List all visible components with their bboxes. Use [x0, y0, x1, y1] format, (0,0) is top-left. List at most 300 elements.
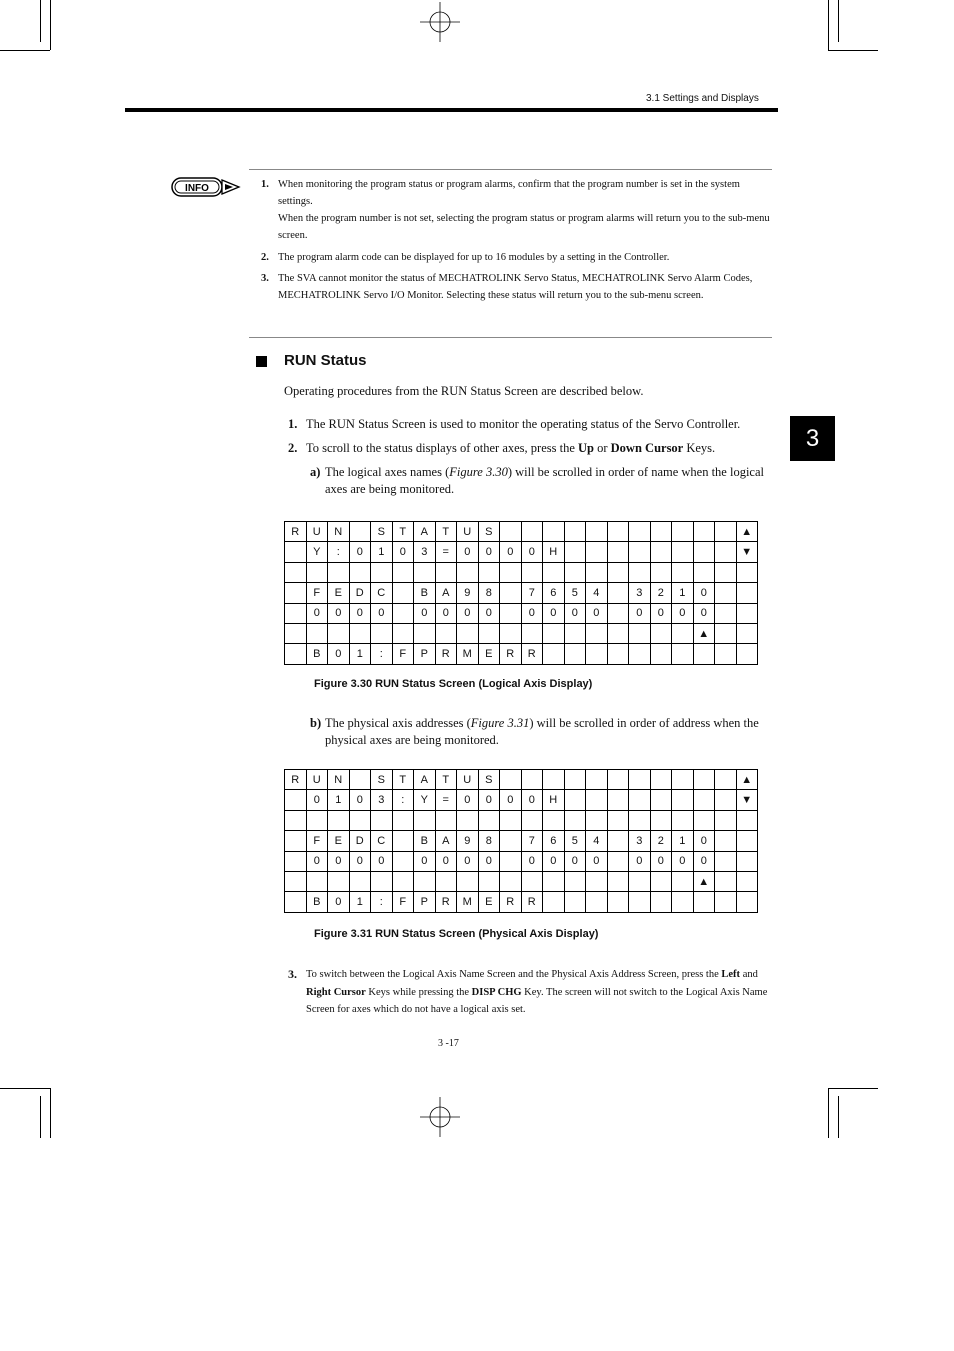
lcd-cell: 0 [349, 851, 371, 871]
lcd-cell [500, 583, 522, 603]
lcd-cell: S [371, 770, 393, 790]
lcd-cell [371, 562, 393, 582]
lcd-cell [457, 810, 479, 830]
lcd-cell [306, 623, 328, 643]
lcd-cell [629, 644, 651, 664]
lcd-cell [392, 583, 414, 603]
lcd-cell [392, 623, 414, 643]
lcd-cell [414, 623, 436, 643]
lcd-cell: D [349, 583, 371, 603]
lcd-row [285, 623, 758, 643]
lcd-cell [371, 871, 393, 891]
section-bullet [256, 356, 267, 367]
lcd-cell [607, 851, 629, 871]
lcd-cell [672, 892, 694, 912]
lcd-cell [285, 831, 307, 851]
figure-reference: Figure 3.30 [449, 465, 508, 479]
lcd-cell: 5 [564, 831, 586, 851]
lcd-cell: 1 [672, 831, 694, 851]
lcd-cell: 0 [672, 851, 694, 871]
lcd-cell: : [392, 790, 414, 810]
lcd-cell: 0 [478, 790, 500, 810]
lcd-cell: 2 [650, 831, 672, 851]
lcd-cell [629, 810, 651, 830]
lcd-cell: ▼ [736, 542, 758, 562]
lcd-cell [543, 871, 565, 891]
lcd-cell: A [435, 831, 457, 851]
lcd-cell: A [414, 522, 436, 542]
lcd-cell [715, 562, 737, 582]
lcd-cell [693, 522, 715, 542]
lcd-cell [500, 623, 522, 643]
lcd-cell: 0 [306, 603, 328, 623]
header-rule [125, 108, 778, 112]
lcd-cell [478, 810, 500, 830]
lcd-cell: 0 [371, 603, 393, 623]
lcd-cell: U [457, 770, 479, 790]
lcd-cell [693, 790, 715, 810]
lcd-cell: 0 [586, 603, 608, 623]
figure-caption-3-30: Figure 3.30 RUN Status Screen (Logical Axis Display) [314, 678, 593, 690]
lcd-cell [349, 871, 371, 891]
lcd-cell: 0 [521, 542, 543, 562]
lcd-cell [478, 871, 500, 891]
lcd-cell [457, 623, 479, 643]
lcd-cell [629, 623, 651, 643]
lcd-cell: 9 [457, 831, 479, 851]
lcd-cell [715, 522, 737, 542]
info-bottom-rule [249, 337, 772, 338]
lcd-cell [715, 644, 737, 664]
info-item-1b [261, 210, 771, 244]
lcd-cell: 0 [629, 851, 651, 871]
lcd-cell: 0 [457, 542, 479, 562]
lcd-cell [285, 603, 307, 623]
info-item-text: The SVA cannot monitor the status of MECHATROLINK Servo Status, MECHATROLINK Servo Alarm Codes, MECHATROLINK Servo I/O Monitor. Selecting these status will return you to the sub-menu screen. [278, 273, 753, 301]
lcd-cell [392, 603, 414, 623]
lcd-cell [736, 644, 758, 664]
key-up: Up [578, 441, 594, 455]
lcd-cell: ▲ [736, 770, 758, 790]
lcd-cell [392, 871, 414, 891]
step-text: To scroll to the status displays of other axes, press the Up or Down Cursor Keys. [306, 441, 716, 455]
lcd-cell [693, 810, 715, 830]
lcd-cell: 0 [435, 603, 457, 623]
lcd-cell [285, 851, 307, 871]
lcd-cell: 2 [650, 583, 672, 603]
lcd-cell: R [500, 644, 522, 664]
lcd-cell [650, 770, 672, 790]
substep-label: b) [310, 716, 322, 730]
lcd-cell [285, 562, 307, 582]
lcd-cell: T [435, 522, 457, 542]
lcd-cell [392, 851, 414, 871]
lcd-cell [693, 542, 715, 562]
lcd-cell [629, 770, 651, 790]
substep-a [310, 464, 778, 498]
lcd-cell [521, 810, 543, 830]
lcd-cell [543, 623, 565, 643]
substep-label: a) [310, 465, 321, 479]
step-text: To switch between the Logical Axis Name Screen and the Physical Axis Address Screen, press the Left and Right Cursor Keys while pressing the DISP CHG Key. The screen will not switch to the Logical Axis Name Screen for axes which do not have a logical axis set. [306, 969, 768, 1015]
key-right-cursor: Right Cursor [306, 986, 366, 998]
info-item-text: When monitoring the program status or program alarms, confirm that the program number is set in the system settings. [278, 179, 740, 207]
lcd-cell [715, 851, 737, 871]
lcd-cell [715, 892, 737, 912]
lcd-cell [414, 871, 436, 891]
substep-b [310, 715, 778, 749]
lcd-cell [564, 770, 586, 790]
lcd-cell [715, 623, 737, 643]
lcd-cell: U [306, 522, 328, 542]
lcd-cell [371, 810, 393, 830]
lcd-cell: A [414, 770, 436, 790]
lcd-cell [715, 871, 737, 891]
step-1 [288, 416, 778, 433]
lcd-cell [650, 522, 672, 542]
step-number: 3. [288, 967, 297, 981]
lcd-cell: 0 [521, 603, 543, 623]
lcd-cell: 7 [521, 831, 543, 851]
info-item-text: The program alarm code can be displayed for up to 16 modules by a setting in the Controller. [278, 252, 670, 263]
lcd-cell [650, 542, 672, 562]
lcd-cell [349, 770, 371, 790]
lcd-cell: N [328, 522, 350, 542]
lcd-cell [629, 562, 651, 582]
lcd-cell: U [457, 522, 479, 542]
lcd-cell: Y [306, 542, 328, 562]
lcd-cell [586, 892, 608, 912]
lcd-cell [414, 562, 436, 582]
lcd-cell [586, 810, 608, 830]
lcd-cell: D [349, 831, 371, 851]
lcd-cell [736, 583, 758, 603]
lcd-cell [736, 871, 758, 891]
lcd-cell [349, 623, 371, 643]
lcd-cell [672, 770, 694, 790]
lcd-cell [500, 770, 522, 790]
lcd-cell [392, 562, 414, 582]
lcd-cell [607, 644, 629, 664]
lcd-row [285, 831, 758, 851]
lcd-cell: 0 [693, 603, 715, 623]
info-item-number: 2. [261, 252, 269, 263]
lcd-cell [650, 810, 672, 830]
lcd-cell [564, 810, 586, 830]
lcd-cell: 0 [392, 542, 414, 562]
lcd-cell: M [457, 892, 479, 912]
lcd-cell [607, 770, 629, 790]
lcd-cell [715, 790, 737, 810]
lcd-cell [564, 542, 586, 562]
section-intro: Operating procedures from the RUN Status Screen are described below. [284, 384, 644, 398]
lcd-cell: 0 [521, 851, 543, 871]
lcd-cell [693, 892, 715, 912]
lcd-cell [672, 522, 694, 542]
lcd-cell: 4 [586, 583, 608, 603]
lcd-cell [435, 871, 457, 891]
lcd-cell: 1 [349, 644, 371, 664]
lcd-cell [586, 522, 608, 542]
lcd-cell: R [285, 770, 307, 790]
lcd-cell [586, 542, 608, 562]
lcd-cell [629, 790, 651, 810]
lcd-cell: 3 [371, 790, 393, 810]
page-number: 3 -17 [438, 1038, 459, 1049]
lcd-cell: R [435, 892, 457, 912]
lcd-cell [500, 810, 522, 830]
lcd-cell: 0 [328, 603, 350, 623]
lcd-cell [564, 623, 586, 643]
lcd-cell [672, 623, 694, 643]
lcd-cell [693, 770, 715, 790]
lcd-cell [543, 892, 565, 912]
lcd-cell: R [521, 892, 543, 912]
lcd-cell [607, 562, 629, 582]
lcd-cell [629, 542, 651, 562]
lcd-cell [586, 770, 608, 790]
lcd-cell [328, 562, 350, 582]
lcd-cell: S [478, 522, 500, 542]
key-down-cursor: Down Cursor [610, 441, 684, 455]
lcd-cell [564, 892, 586, 912]
figure-caption-3-31: Figure 3.31 RUN Status Screen (Physical Axis Display) [314, 928, 599, 940]
lcd-cell [564, 644, 586, 664]
lcd-cell: 0 [693, 851, 715, 871]
lcd-cell: 0 [414, 851, 436, 871]
lcd-cell [306, 871, 328, 891]
lcd-cell: 3 [414, 542, 436, 562]
lcd-cell [672, 790, 694, 810]
lcd-cell: B [306, 644, 328, 664]
lcd-cell [629, 892, 651, 912]
lcd-row [285, 583, 758, 603]
key-disp-chg: DISP CHG [471, 986, 522, 998]
substep-text: The logical axes names (Figure 3.30) will be scrolled in order of name when the logical axes are being monitored. [325, 465, 764, 496]
lcd-cell [521, 522, 543, 542]
lcd-cell: ▲ [736, 522, 758, 542]
lcd-cell: 0 [500, 542, 522, 562]
lcd-cell: 0 [543, 851, 565, 871]
lcd-cell: 0 [328, 644, 350, 664]
lcd-cell [672, 644, 694, 664]
lcd-row [285, 892, 758, 912]
section-title: RUN Status [284, 352, 367, 369]
info-icon [171, 177, 241, 197]
lcd-cell: 6 [543, 831, 565, 851]
lcd-cell: 0 [349, 542, 371, 562]
lcd-cell: E [478, 892, 500, 912]
lcd-cell: 0 [650, 603, 672, 623]
lcd-cell [285, 644, 307, 664]
lcd-cell: A [435, 583, 457, 603]
lcd-cell [650, 644, 672, 664]
lcd-cell [285, 583, 307, 603]
lcd-cell [672, 562, 694, 582]
lcd-row [285, 851, 758, 871]
lcd-cell [736, 851, 758, 871]
info-item-number: 3. [261, 273, 269, 284]
step-text: The RUN Status Screen is used to monitor the operating status of the Servo Controller. [306, 417, 741, 431]
info-icon-label: INFO [185, 183, 209, 194]
lcd-cell [328, 871, 350, 891]
lcd-cell [285, 892, 307, 912]
lcd-cell: C [371, 831, 393, 851]
lcd-cell: 0 [306, 851, 328, 871]
lcd-cell [607, 790, 629, 810]
lcd-cell [607, 522, 629, 542]
lcd-cell [521, 871, 543, 891]
lcd-cell: ▼ [736, 790, 758, 810]
lcd-cell [715, 810, 737, 830]
lcd-cell: 0 [435, 851, 457, 871]
lcd-cell: 0 [371, 851, 393, 871]
lcd-cell: F [392, 644, 414, 664]
lcd-cell: 1 [672, 583, 694, 603]
lcd-cell [435, 623, 457, 643]
step-3 [288, 966, 778, 1019]
info-item-2 [261, 249, 771, 266]
lcd-cell [715, 583, 737, 603]
lcd-cell: 0 [349, 603, 371, 623]
lcd-cell [650, 892, 672, 912]
step-number: 1. [288, 417, 298, 431]
lcd-cell [607, 542, 629, 562]
lcd-cell: 0 [457, 603, 479, 623]
lcd-cell [435, 562, 457, 582]
lcd-cell: F [392, 892, 414, 912]
lcd-cell [607, 810, 629, 830]
chapter-tab: 3 [790, 416, 835, 461]
lcd-cell: 1 [328, 790, 350, 810]
lcd-row [285, 871, 758, 891]
lcd-row [285, 644, 758, 664]
lcd-cell [736, 831, 758, 851]
lcd-cell: 5 [564, 583, 586, 603]
lcd-cell [715, 770, 737, 790]
lcd-cell: 0 [478, 603, 500, 623]
lcd-cell: 0 [521, 790, 543, 810]
lcd-cell: B [306, 892, 328, 912]
lcd-cell [672, 810, 694, 830]
lcd-cell [478, 623, 500, 643]
info-item-1 [261, 176, 771, 210]
lcd-cell [500, 562, 522, 582]
lcd-cell: 0 [586, 851, 608, 871]
registration-mark-bottom [420, 1097, 460, 1137]
lcd-cell: B [414, 831, 436, 851]
lcd-cell [607, 831, 629, 851]
lcd-cell: S [371, 522, 393, 542]
lcd-cell [586, 562, 608, 582]
lcd-cell: H [543, 542, 565, 562]
lcd-cell [629, 871, 651, 891]
lcd-cell: 0 [564, 851, 586, 871]
lcd-cell [521, 623, 543, 643]
lcd-cell [715, 831, 737, 851]
lcd-cell [629, 522, 651, 542]
lcd-cell [285, 810, 307, 830]
lcd-row [285, 522, 758, 542]
lcd-cell: ▲ [693, 871, 715, 891]
lcd-cell: T [392, 770, 414, 790]
lcd-cell [607, 583, 629, 603]
lcd-cell [500, 871, 522, 891]
lcd-cell [435, 810, 457, 830]
lcd-cell [328, 623, 350, 643]
lcd-cell: Y [414, 790, 436, 810]
lcd-cell: 6 [543, 583, 565, 603]
lcd-cell [543, 562, 565, 582]
lcd-cell [543, 810, 565, 830]
lcd-cell: F [306, 583, 328, 603]
lcd-cell [607, 623, 629, 643]
lcd-cell: 4 [586, 831, 608, 851]
lcd-cell: 0 [629, 603, 651, 623]
info-item-text: When the program number is not set, selecting the program status or program alarms will return you to the sub-menu screen. [278, 213, 770, 241]
lcd-cell: 0 [478, 542, 500, 562]
lcd-cell: H [543, 790, 565, 810]
lcd-cell [607, 603, 629, 623]
step-number: 2. [288, 441, 298, 455]
lcd-cell: 1 [349, 892, 371, 912]
lcd-cell: 0 [349, 790, 371, 810]
step-2 [288, 440, 778, 457]
lcd-cell: 0 [306, 790, 328, 810]
lcd-cell: T [392, 522, 414, 542]
lcd-cell: : [371, 892, 393, 912]
running-header: 3.1 Settings and Displays [646, 93, 759, 104]
substep-text: The physical axis addresses (Figure 3.31) will be scrolled in order of address when the physical axes are being monitored. [325, 716, 759, 747]
lcd-cell [650, 623, 672, 643]
info-item-number: 1. [261, 179, 269, 190]
lcd-cell [478, 562, 500, 582]
registration-mark-top [420, 2, 460, 42]
lcd-cell [672, 871, 694, 891]
lcd-row [285, 562, 758, 582]
lcd-cell [371, 623, 393, 643]
lcd-cell: C [371, 583, 393, 603]
lcd-cell [349, 522, 371, 542]
lcd-cell: 3 [629, 583, 651, 603]
lcd-cell: : [328, 542, 350, 562]
lcd-cell [500, 522, 522, 542]
lcd-cell: N [328, 770, 350, 790]
lcd-cell: E [328, 583, 350, 603]
key-left: Left [721, 969, 741, 980]
lcd-cell: : [371, 644, 393, 664]
lcd-cell: R [521, 644, 543, 664]
lcd-cell: 3 [629, 831, 651, 851]
lcd-cell [285, 871, 307, 891]
lcd-cell: 8 [478, 583, 500, 603]
lcd-cell [306, 562, 328, 582]
lcd-cell: T [435, 770, 457, 790]
lcd-cell [736, 603, 758, 623]
lcd-row [285, 770, 758, 790]
lcd-cell [586, 871, 608, 891]
lcd-cell [564, 790, 586, 810]
lcd-cell: M [457, 644, 479, 664]
lcd-cell: R [435, 644, 457, 664]
lcd-cell [586, 644, 608, 664]
lcd-cell [457, 562, 479, 582]
lcd-cell: 0 [500, 790, 522, 810]
lcd-cell [736, 810, 758, 830]
lcd-cell [328, 810, 350, 830]
lcd-cell [607, 892, 629, 912]
lcd-cell: 0 [650, 851, 672, 871]
